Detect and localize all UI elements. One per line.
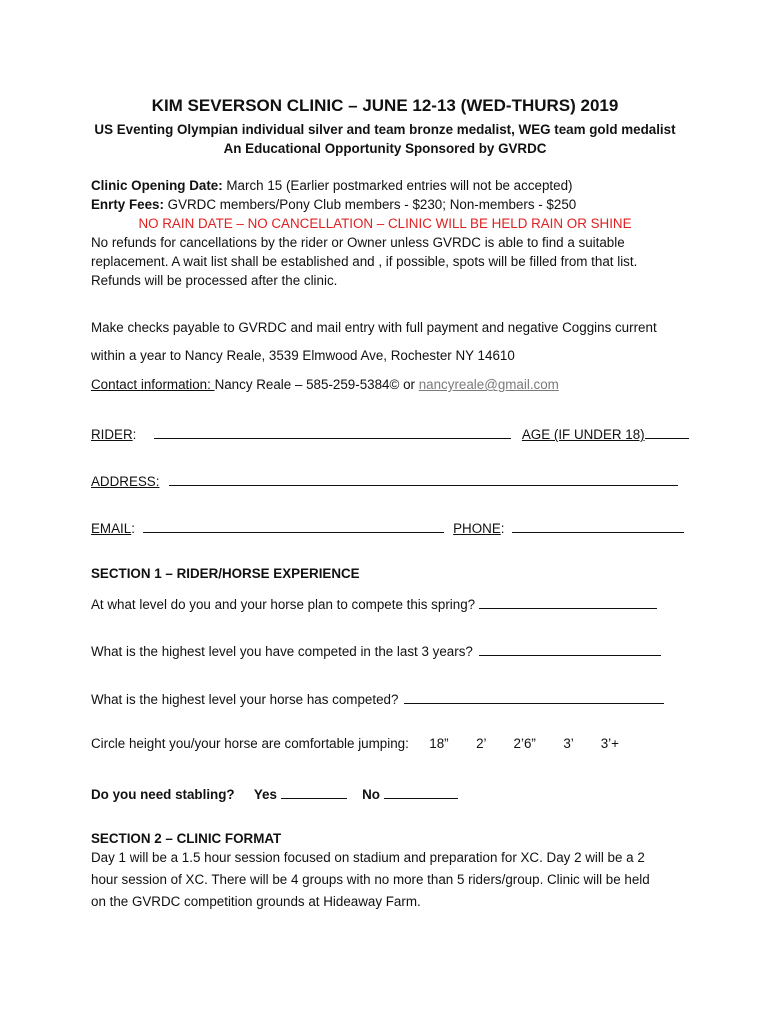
clinic-format-text-3: on the GVRDC competition grounds at Hideaway Farm.	[91, 894, 421, 909]
address-label: ADDRESS:	[91, 474, 160, 489]
section-2-heading: SECTION 2 – CLINIC FORMAT	[91, 831, 282, 846]
height-option-2ft[interactable]: 2’	[476, 736, 487, 751]
phone-colon: :	[500, 521, 505, 536]
stabling-question: Do you need stabling?	[91, 787, 235, 802]
checks-text-1: Make checks payable to GVRDC and mail entry with full payment and negative Coggins current	[91, 320, 657, 335]
email-label: EMAIL	[91, 521, 132, 536]
clinic-format-text-2: hour session of XC. There will be 4 groups with no more than 5 riders/group. Clinic will be held	[91, 872, 650, 887]
checks-text-2: within a year to Nancy Reale, 3539 Elmwood Ave, Rochester NY 14610	[91, 348, 515, 363]
refund-text-3: Refunds will be processed after the clinic.	[91, 273, 338, 288]
refund-text-2: replacement. A wait list shall be established and , if possible, spots will be filled from that list.	[91, 254, 638, 269]
stabling-line	[91, 785, 458, 801]
subtitle-medals: US Eventing Olympian individual silver and team bronze medalist, WEG team gold medalist	[94, 122, 676, 137]
phone-label: PHONE	[453, 521, 501, 536]
contact-label: Contact information:	[91, 377, 215, 392]
stabling-no-field[interactable]	[384, 785, 458, 799]
plan-level-field[interactable]	[479, 595, 657, 609]
question-horse-highest-level-text: What is the highest level your horse has competed?	[91, 692, 403, 707]
age-label: AGE	[521, 427, 551, 442]
height-option-18in[interactable]: 18”	[429, 736, 449, 751]
contact-email-link[interactable]: nancyreale@gmail.com	[418, 377, 559, 392]
address-line	[91, 472, 678, 488]
question-jump-height-text: Circle height you/your horse are comfortable jumping:	[91, 736, 409, 751]
question-plan-level	[91, 595, 657, 611]
question-horse-highest-level	[91, 690, 664, 706]
height-option-3ft-plus[interactable]: 3’+	[600, 736, 619, 751]
question-rider-highest-level	[91, 642, 661, 658]
height-option-2ft6[interactable]: 2’6”	[513, 736, 536, 751]
section-1-heading: SECTION 1 – RIDER/HORSE EXPERIENCE	[91, 566, 360, 581]
entry-fees-line	[91, 198, 576, 211]
contact-line	[91, 378, 559, 391]
entry-fees-value: GVRDC members/Pony Club members - $230; Non-members - $250	[163, 197, 577, 212]
question-plan-level-text: At what level do you and your horse plan to compete this spring?	[91, 597, 479, 612]
refund-text-1: No refunds for cancellations by the rider or Owner unless GVRDC is able to find a suitable	[91, 235, 625, 250]
contact-value: Nancy Reale – 585-259-5384© or	[214, 377, 419, 392]
age-suffix: (IF UNDER 18)	[550, 427, 645, 442]
email-colon: :	[131, 521, 135, 536]
rain-notice: NO RAIN DATE – NO CANCELLATION – CLINIC WILL BE HELD RAIN OR SHINE	[138, 216, 632, 231]
email-field[interactable]	[143, 519, 444, 533]
address-field[interactable]	[169, 472, 678, 486]
stabling-yes-field[interactable]	[281, 785, 347, 799]
stabling-no-label: No	[362, 787, 384, 802]
question-rider-highest-level-text: What is the highest level you have competed in the last 3 years?	[91, 644, 477, 659]
email-line	[91, 519, 684, 535]
clinic-format-text-1: Day 1 will be a 1.5 hour session focused on stadium and preparation for XC. Day 2 will be a 2	[91, 850, 645, 865]
rider-line	[91, 425, 689, 441]
entry-fees-label: Enrty Fees:	[91, 197, 164, 212]
opening-date-label: Clinic Opening Date:	[91, 178, 223, 193]
rider-label: RIDER	[91, 427, 133, 442]
rider-highest-level-field[interactable]	[479, 642, 661, 656]
horse-highest-level-field[interactable]	[404, 690, 664, 704]
rider-colon: :	[132, 427, 137, 442]
page-title: KIM SEVERSON CLINIC – JUNE 12-13 (WED-THURS) 2019	[151, 96, 619, 115]
opening-date-line	[91, 179, 573, 192]
age-field[interactable]	[645, 425, 689, 439]
rider-field[interactable]	[154, 425, 511, 439]
subtitle-sponsor: An Educational Opportunity Sponsored by GVRDC	[223, 141, 547, 156]
phone-field[interactable]	[512, 519, 684, 533]
opening-date-value: March 15 (Earlier postmarked entries will not be accepted)	[222, 178, 573, 193]
height-option-3ft[interactable]: 3’	[563, 736, 574, 751]
question-jump-height	[91, 737, 619, 750]
stabling-yes-label: Yes	[253, 787, 281, 802]
